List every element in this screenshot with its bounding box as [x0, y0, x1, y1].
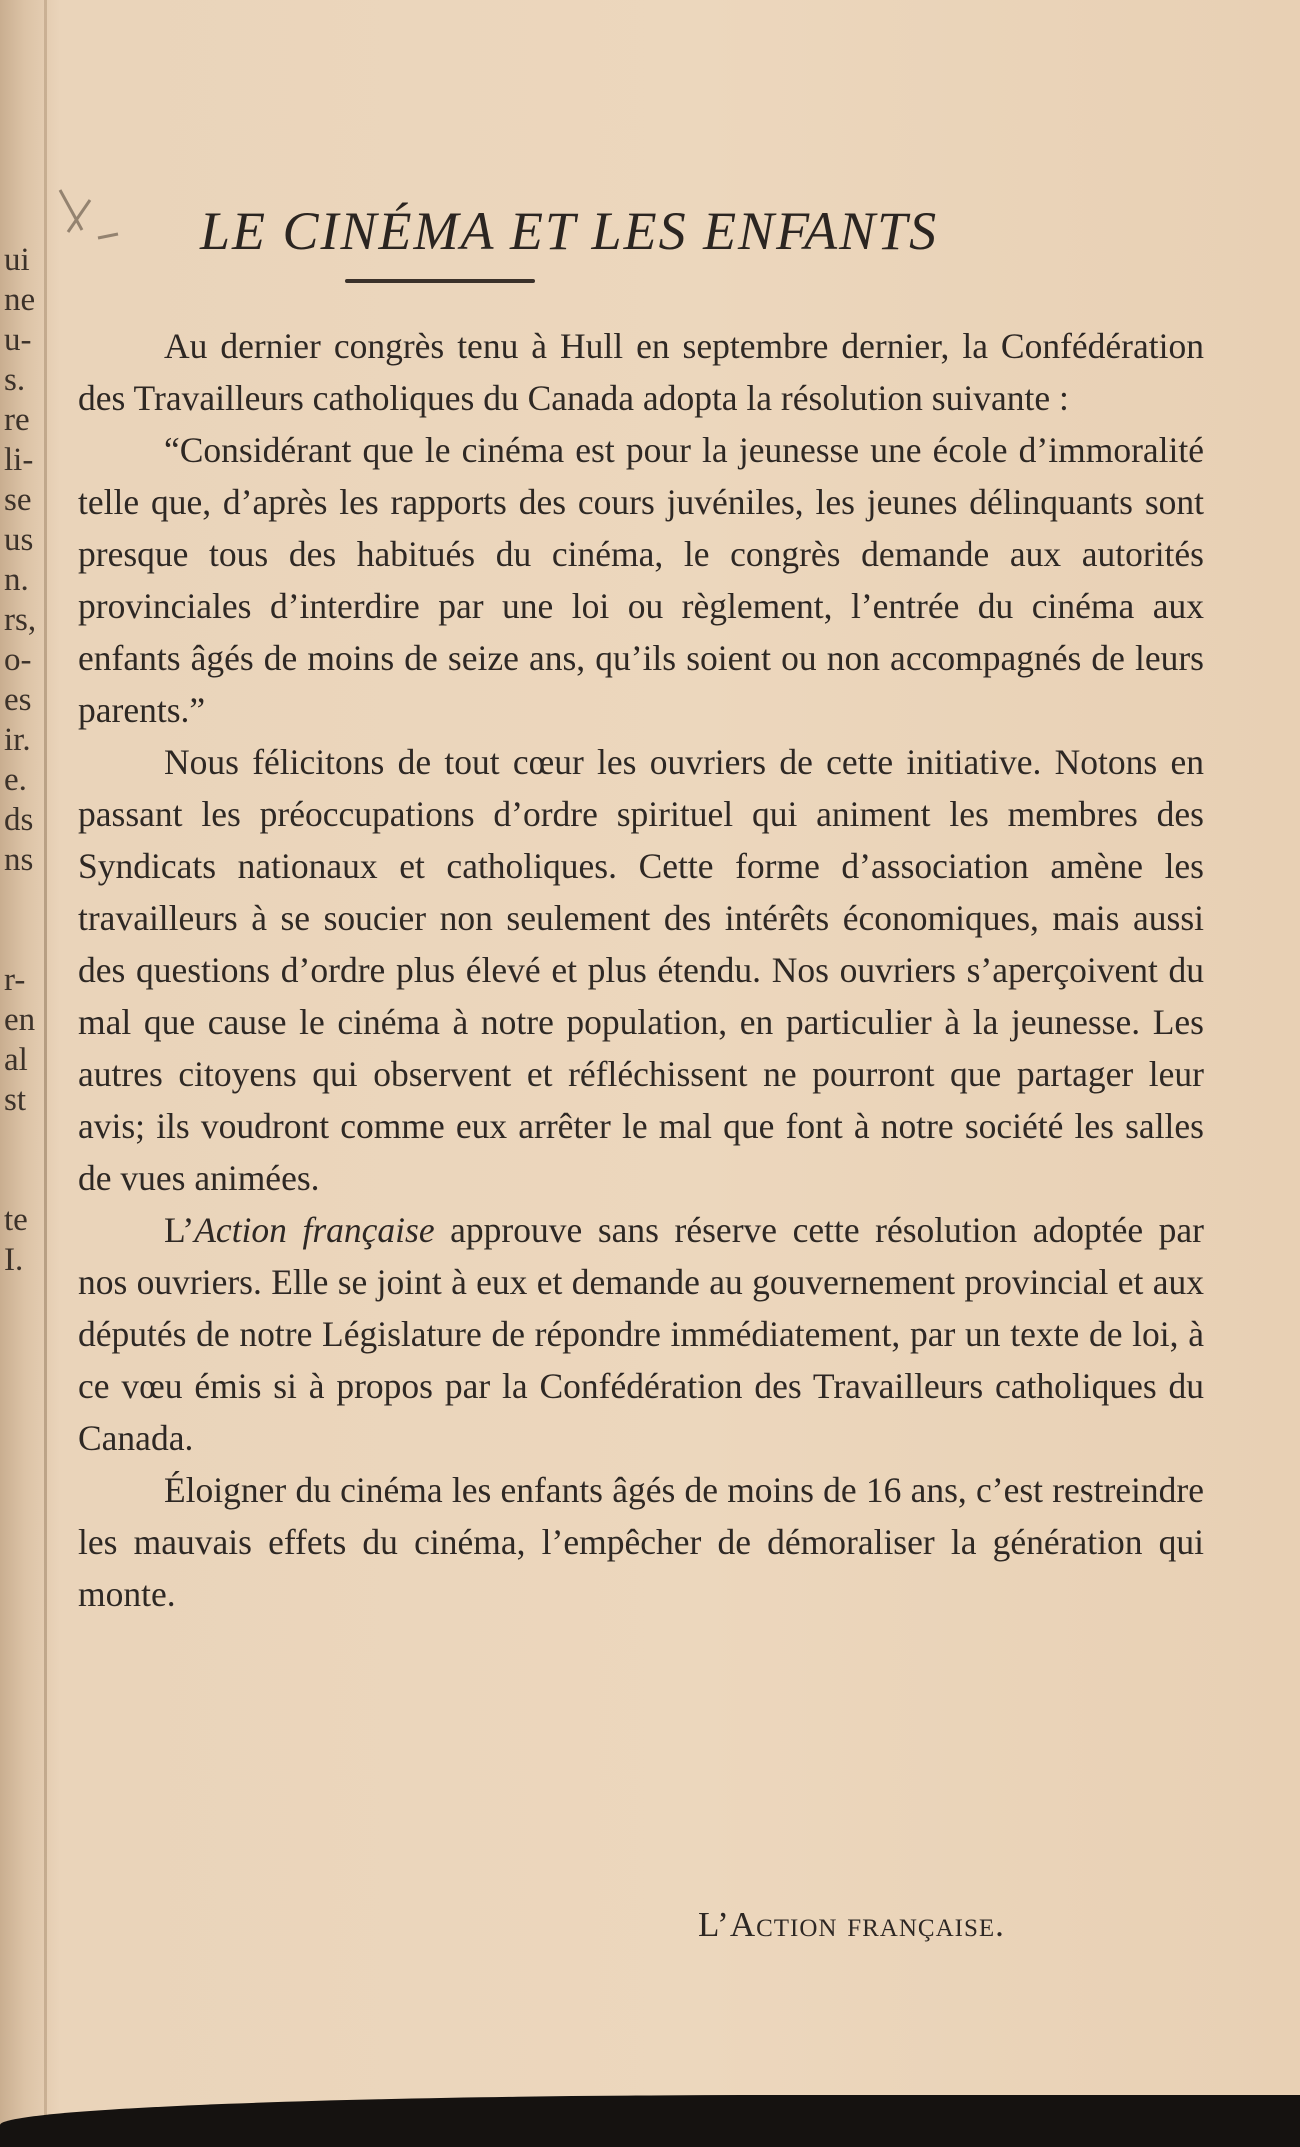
article-title: LE CINÉMA ET LES ENFANTS	[200, 201, 939, 261]
book-edge-shadow	[0, 2095, 1300, 2147]
bleed-fragment: ns	[4, 842, 34, 878]
bleed-fragment: al	[4, 1042, 28, 1078]
bleed-fragment: I.	[4, 1242, 24, 1278]
bleed-fragment: e.	[4, 762, 27, 798]
paragraph-resolution-quote: “Considérant que le cinéma est pour la jeunesse une école d’immoralité telle que, d’après les rapports des cours juvéniles, les jeunes délinquants sont presque tous des habitués du cinéma, le congrès demande aux autorités provinciales d’interdire par une loi ou règlement, l’entrée du cinéma aux enfants âgés de moins de seize ans, qu’ils soient ou non accompagnés de leurs parents.”	[78, 430, 1204, 730]
bleed-fragment: us	[4, 522, 34, 558]
bleed-fragment: o-	[4, 642, 32, 678]
endorsement-prefix: L’	[164, 1210, 195, 1250]
bleed-fragment: se	[4, 482, 32, 518]
endorsement-publication-name: Action française	[194, 1210, 435, 1250]
title-underline	[345, 279, 535, 283]
bleed-fragment: st	[4, 1082, 27, 1118]
facing-page-bleed	[4, 240, 52, 1280]
bleed-fragment: rs,	[4, 602, 37, 638]
bleed-fragment: r-	[4, 962, 26, 998]
signature: L’Action française.	[698, 1905, 1005, 1944]
bleed-fragment: s.	[4, 362, 26, 398]
endorsement-text: approuve sans réserve cette résolution adoptée par nos ouvriers. Elle se joint à eux et demande au gouvernement provincial et aux députés de notre Législature de répondre immédiatement, par un texte de loi, à ce vœu émis si à propos par la Confédération des Travailleurs catholiques du Canada.	[78, 1210, 1204, 1458]
bleed-fragment: n.	[4, 562, 29, 598]
paragraph-conclusion: Éloigner du cinéma les enfants âgés de moins de 16 ans, c’est restreindre les mauvais effets du cinéma, l’empêcher de démoraliser la génération qui monte.	[78, 1470, 1204, 1614]
bleed-fragment: ne	[4, 282, 36, 318]
bleed-fragment: es	[4, 682, 32, 718]
bleed-fragment: u-	[4, 322, 32, 358]
paragraph-intro: Au dernier congrès tenu à Hull en septembre dernier, la Confédération des Travailleurs catholiques du Canada adopta la résolution suivante :	[78, 326, 1204, 418]
bleed-fragment: ds	[4, 802, 34, 838]
bleed-fragment: en	[4, 1002, 36, 1038]
bleed-fragment: te	[4, 1202, 28, 1238]
article-body	[78, 320, 1204, 1620]
paragraph-endorsement	[78, 1204, 1204, 1464]
bleed-fragment: li-	[4, 442, 34, 478]
paragraph-commentary: Nous félicitons de tout cœur les ouvriers de cette initiative. Notons en passant les préoccupations d’ordre spirituel qui animent les membres des Syndicats nationaux et catholiques. Cette forme d’association amène les travailleurs à se soucier non seulement des intérêts économiques, mais aussi des questions d’ordre plus élevé et plus étendu. Nos ouvriers s’aperçoivent du mal que cause le cinéma à notre population, en particulier à la jeunesse. Les autres citoyens qui observent et réfléchissent ne pourront que partager leur avis; ils voudront comme eux arrêter le mal que font à notre société les salles de vues animées.	[78, 742, 1204, 1198]
bleed-fragment: re	[4, 402, 30, 438]
bleed-fragment: ui	[4, 242, 30, 278]
bleed-fragment: ir.	[4, 722, 31, 758]
